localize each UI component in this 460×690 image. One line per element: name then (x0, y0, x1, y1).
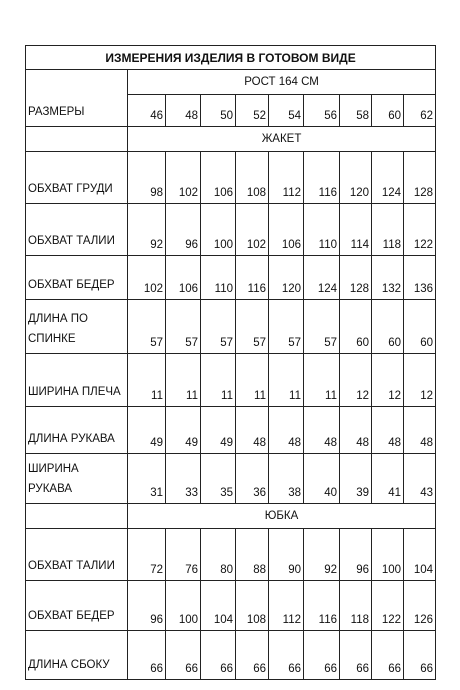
measurement-value: 12 (404, 353, 436, 406)
measurement-value: 112 (269, 581, 304, 631)
measurement-value: 11 (128, 353, 166, 406)
measurement-value: 100 (166, 581, 201, 631)
measurement-value: 40 (304, 454, 340, 504)
section-header-row (26, 126, 436, 151)
measurement-value: 114 (340, 204, 372, 256)
measurement-value: 96 (340, 529, 372, 581)
measurement-value: 35 (201, 454, 236, 504)
measurement-value: 66 (269, 631, 304, 680)
measurement-value: 12 (340, 353, 372, 406)
measurement-row (26, 631, 436, 680)
measurement-value: 122 (372, 581, 404, 631)
measurement-label: ОБХВАТ БЕДЕР (26, 256, 128, 300)
measurement-value: 108 (236, 581, 269, 631)
measurement-value: 66 (236, 631, 269, 680)
measurement-value: 57 (269, 300, 304, 353)
measurement-value: 128 (404, 152, 436, 204)
measurement-row (26, 406, 436, 454)
measurement-label: ДЛИНА ПО СПИНКЕ (26, 300, 128, 353)
measurement-value: 33 (166, 454, 201, 504)
measurement-value: 11 (201, 353, 236, 406)
measurement-value: 120 (340, 152, 372, 204)
size-header-cell: 48 (166, 94, 201, 126)
measurement-value: 48 (404, 406, 436, 454)
measurement-value: 57 (304, 300, 340, 353)
table-title: ИЗМЕРЕНИЯ ИЗДЕЛИЯ В ГОТОВОМ ВИДЕ (26, 46, 436, 70)
measurement-value: 118 (340, 581, 372, 631)
measurement-value: 11 (236, 353, 269, 406)
measurement-value: 110 (304, 204, 340, 256)
measurement-value: 48 (236, 406, 269, 454)
measurement-value: 102 (128, 256, 166, 300)
section-title: ЖАКЕТ (128, 126, 436, 151)
measurement-value: 106 (166, 256, 201, 300)
measurement-value: 60 (340, 300, 372, 353)
measurement-value: 116 (236, 256, 269, 300)
measurement-value: 57 (166, 300, 201, 353)
measurement-label: ОБХВАТ ТАЛИИ (26, 529, 128, 581)
title-row (26, 46, 436, 70)
size-header-cell: 58 (340, 94, 372, 126)
measurement-value: 124 (372, 152, 404, 204)
size-header-cell: 54 (269, 94, 304, 126)
measurement-value: 49 (128, 406, 166, 454)
size-header-cell: 46 (128, 94, 166, 126)
measurement-value: 132 (372, 256, 404, 300)
size-chart-table (25, 45, 436, 680)
measurement-value: 66 (166, 631, 201, 680)
measurement-value: 60 (404, 300, 436, 353)
measurement-value: 66 (372, 631, 404, 680)
measurement-row (26, 353, 436, 406)
measurement-value: 100 (372, 529, 404, 581)
measurement-value: 122 (404, 204, 436, 256)
measurement-label: ОБХВАТ ГРУДИ (26, 152, 128, 204)
measurement-value: 11 (304, 353, 340, 406)
measurement-value: 48 (372, 406, 404, 454)
measurement-label: ДЛИНА СБОКУ (26, 631, 128, 680)
measurement-value: 76 (166, 529, 201, 581)
height-row (26, 70, 436, 94)
measurement-value: 48 (340, 406, 372, 454)
size-header-cell: 60 (372, 94, 404, 126)
measurement-row (26, 204, 436, 256)
measurement-value: 36 (236, 454, 269, 504)
measurement-value: 57 (236, 300, 269, 353)
measurement-value: 116 (304, 152, 340, 204)
measurement-value: 118 (372, 204, 404, 256)
measurement-value: 38 (269, 454, 304, 504)
measurement-value: 12 (372, 353, 404, 406)
measurement-value: 104 (201, 581, 236, 631)
measurement-value: 43 (404, 454, 436, 504)
section-blank-cell (26, 503, 128, 528)
measurement-value: 120 (269, 256, 304, 300)
measurement-label: ШИРИНА ПЛЕЧА (26, 353, 128, 406)
measurement-value: 39 (340, 454, 372, 504)
measurement-value: 92 (304, 529, 340, 581)
measurement-label: ДЛИНА РУКАВА (26, 406, 128, 454)
measurement-value: 102 (236, 204, 269, 256)
measurement-value: 98 (128, 152, 166, 204)
measurement-value: 96 (166, 204, 201, 256)
size-header-cell: 50 (201, 94, 236, 126)
height-label: РОСТ 164 СМ (128, 70, 436, 94)
section-title: ЮБКА (128, 503, 436, 528)
measurement-value: 48 (304, 406, 340, 454)
measurement-value: 80 (201, 529, 236, 581)
measurement-value: 66 (128, 631, 166, 680)
measurement-value: 66 (340, 631, 372, 680)
measurement-label: ОБХВАТ ТАЛИИ (26, 204, 128, 256)
measurement-value: 49 (201, 406, 236, 454)
measurement-value: 108 (236, 152, 269, 204)
size-header-cell: 52 (236, 94, 269, 126)
measurement-value: 136 (404, 256, 436, 300)
measurement-value: 31 (128, 454, 166, 504)
measurement-row (26, 300, 436, 353)
measurement-value: 106 (269, 204, 304, 256)
section-blank-cell (26, 126, 128, 151)
measurement-value: 57 (128, 300, 166, 353)
measurement-value: 48 (269, 406, 304, 454)
measurement-row (26, 454, 436, 504)
measurement-value: 57 (201, 300, 236, 353)
measurement-value: 100 (201, 204, 236, 256)
section-header-row (26, 503, 436, 528)
measurement-value: 88 (236, 529, 269, 581)
measurement-value: 92 (128, 204, 166, 256)
measurement-value: 66 (404, 631, 436, 680)
measurement-value: 11 (269, 353, 304, 406)
measurement-value: 66 (201, 631, 236, 680)
measurement-value: 104 (404, 529, 436, 581)
measurement-value: 96 (128, 581, 166, 631)
measurement-row (26, 152, 436, 204)
size-header-cell: 56 (304, 94, 340, 126)
measurement-value: 66 (304, 631, 340, 680)
measurement-value: 41 (372, 454, 404, 504)
measurement-value: 124 (304, 256, 340, 300)
measurement-row (26, 256, 436, 300)
size-header-cell: 62 (404, 94, 436, 126)
measurement-value: 110 (201, 256, 236, 300)
measurement-value: 126 (404, 581, 436, 631)
measurement-value: 72 (128, 529, 166, 581)
measurement-value: 112 (269, 152, 304, 204)
measurement-row (26, 581, 436, 631)
measurement-row (26, 529, 436, 581)
measurement-label: ШИРИНА РУКАВА (26, 454, 128, 504)
measurement-label: ОБХВАТ БЕДЕР (26, 581, 128, 631)
measurement-value: 116 (304, 581, 340, 631)
measurement-value: 90 (269, 529, 304, 581)
measurement-value: 49 (166, 406, 201, 454)
measurement-value: 11 (166, 353, 201, 406)
measurement-value: 106 (201, 152, 236, 204)
measurement-value: 60 (372, 300, 404, 353)
measurement-value: 102 (166, 152, 201, 204)
measurement-value: 128 (340, 256, 372, 300)
sizes-label: РАЗМЕРЫ (26, 70, 128, 126)
